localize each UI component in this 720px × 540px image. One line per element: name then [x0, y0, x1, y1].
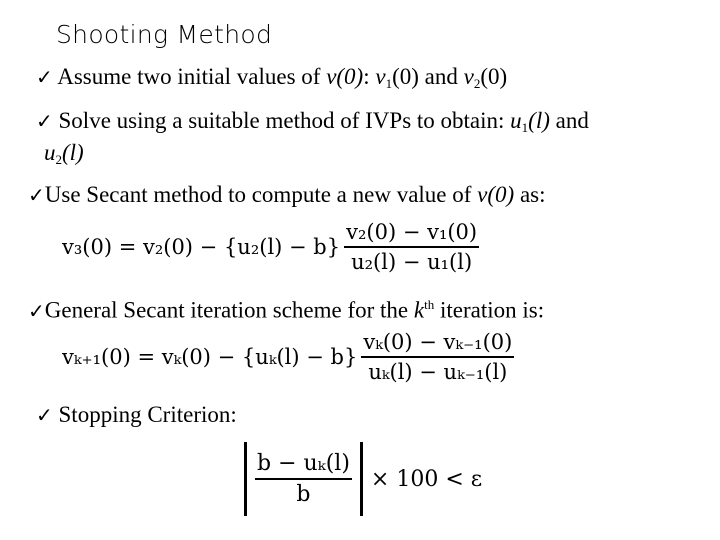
fraction	[255, 451, 352, 507]
math-v: v	[463, 64, 474, 89]
bullet-solve-ivp-continued	[44, 138, 84, 175]
bullet-solve-ivp	[36, 106, 589, 143]
math-u: u	[44, 140, 56, 165]
checkmark-icon: ✓	[36, 109, 53, 133]
math-arg: (0)	[480, 64, 508, 89]
slide-title: Shooting Method	[56, 20, 273, 49]
math-v0: v(0)	[326, 64, 364, 89]
fraction-denominator: u₂(l) − u₁(l)	[351, 250, 473, 274]
fraction-numerator: vₖ(0) − vₖ₋₁(0)	[361, 330, 514, 358]
math-v0: v(0)	[477, 182, 515, 207]
equation-secant-v3	[62, 220, 479, 274]
checkmark-icon: ✓	[36, 403, 53, 427]
subscript: 2	[473, 76, 481, 91]
fraction-numerator: b − uₖ(l)	[255, 451, 352, 480]
fraction-denominator: b	[296, 482, 311, 507]
math-k: k	[413, 297, 425, 323]
math-u: u	[510, 108, 522, 133]
bullet-assume-initial-values	[36, 62, 507, 99]
fraction	[361, 330, 514, 384]
bullet-general-secant	[28, 290, 544, 326]
checkmark-icon: ✓	[28, 183, 45, 207]
equation-rhs: × 100 < ε	[370, 466, 483, 492]
checkmark-icon: ✓	[28, 298, 45, 323]
fraction-numerator: v₂(0) − v₁(0)	[344, 220, 479, 248]
colon: :	[363, 64, 376, 89]
superscript: th	[424, 297, 435, 312]
bullet-stopping-criterion	[36, 400, 237, 430]
math-v: v	[375, 64, 386, 89]
checkmark-icon: ✓	[36, 65, 53, 89]
bullet-text: Solve using a suitable method of IVPs to obtain:	[58, 108, 511, 133]
and-text: and	[418, 64, 464, 89]
math-arg: (l)	[62, 140, 84, 165]
bullet-secant-method	[28, 180, 546, 210]
math-arg: (l)	[528, 108, 550, 133]
bullet-text: Assume two initial values of	[57, 64, 327, 89]
fraction	[344, 220, 479, 274]
bullet-text: Stopping Criterion:	[58, 402, 237, 427]
math-arg: (0)	[392, 64, 419, 89]
equation-lhs: vₖ₊₁(0) = vₖ(0) − {uₖ(l) − b}	[62, 345, 358, 369]
bullet-suffix: as:	[514, 182, 546, 207]
fraction-denominator: uₖ(l) − uₖ₋₁(l)	[368, 360, 508, 384]
equation-lhs: v₃(0) = v₂(0) − {u₂(l) − b}	[62, 235, 341, 259]
subscript: 1	[521, 120, 529, 135]
subscript: 1	[385, 76, 393, 91]
bullet-suffix: iteration is:	[434, 297, 545, 323]
bullet-text: General Secant iteration scheme for the	[44, 297, 414, 323]
subscript: 2	[55, 152, 62, 167]
equation-stopping-criterion	[244, 442, 482, 516]
equation-secant-general	[62, 330, 514, 384]
absolute-value	[244, 442, 363, 516]
bullet-text: Use Secant method to compute a new value of	[44, 182, 478, 207]
and-text: and	[549, 108, 589, 133]
